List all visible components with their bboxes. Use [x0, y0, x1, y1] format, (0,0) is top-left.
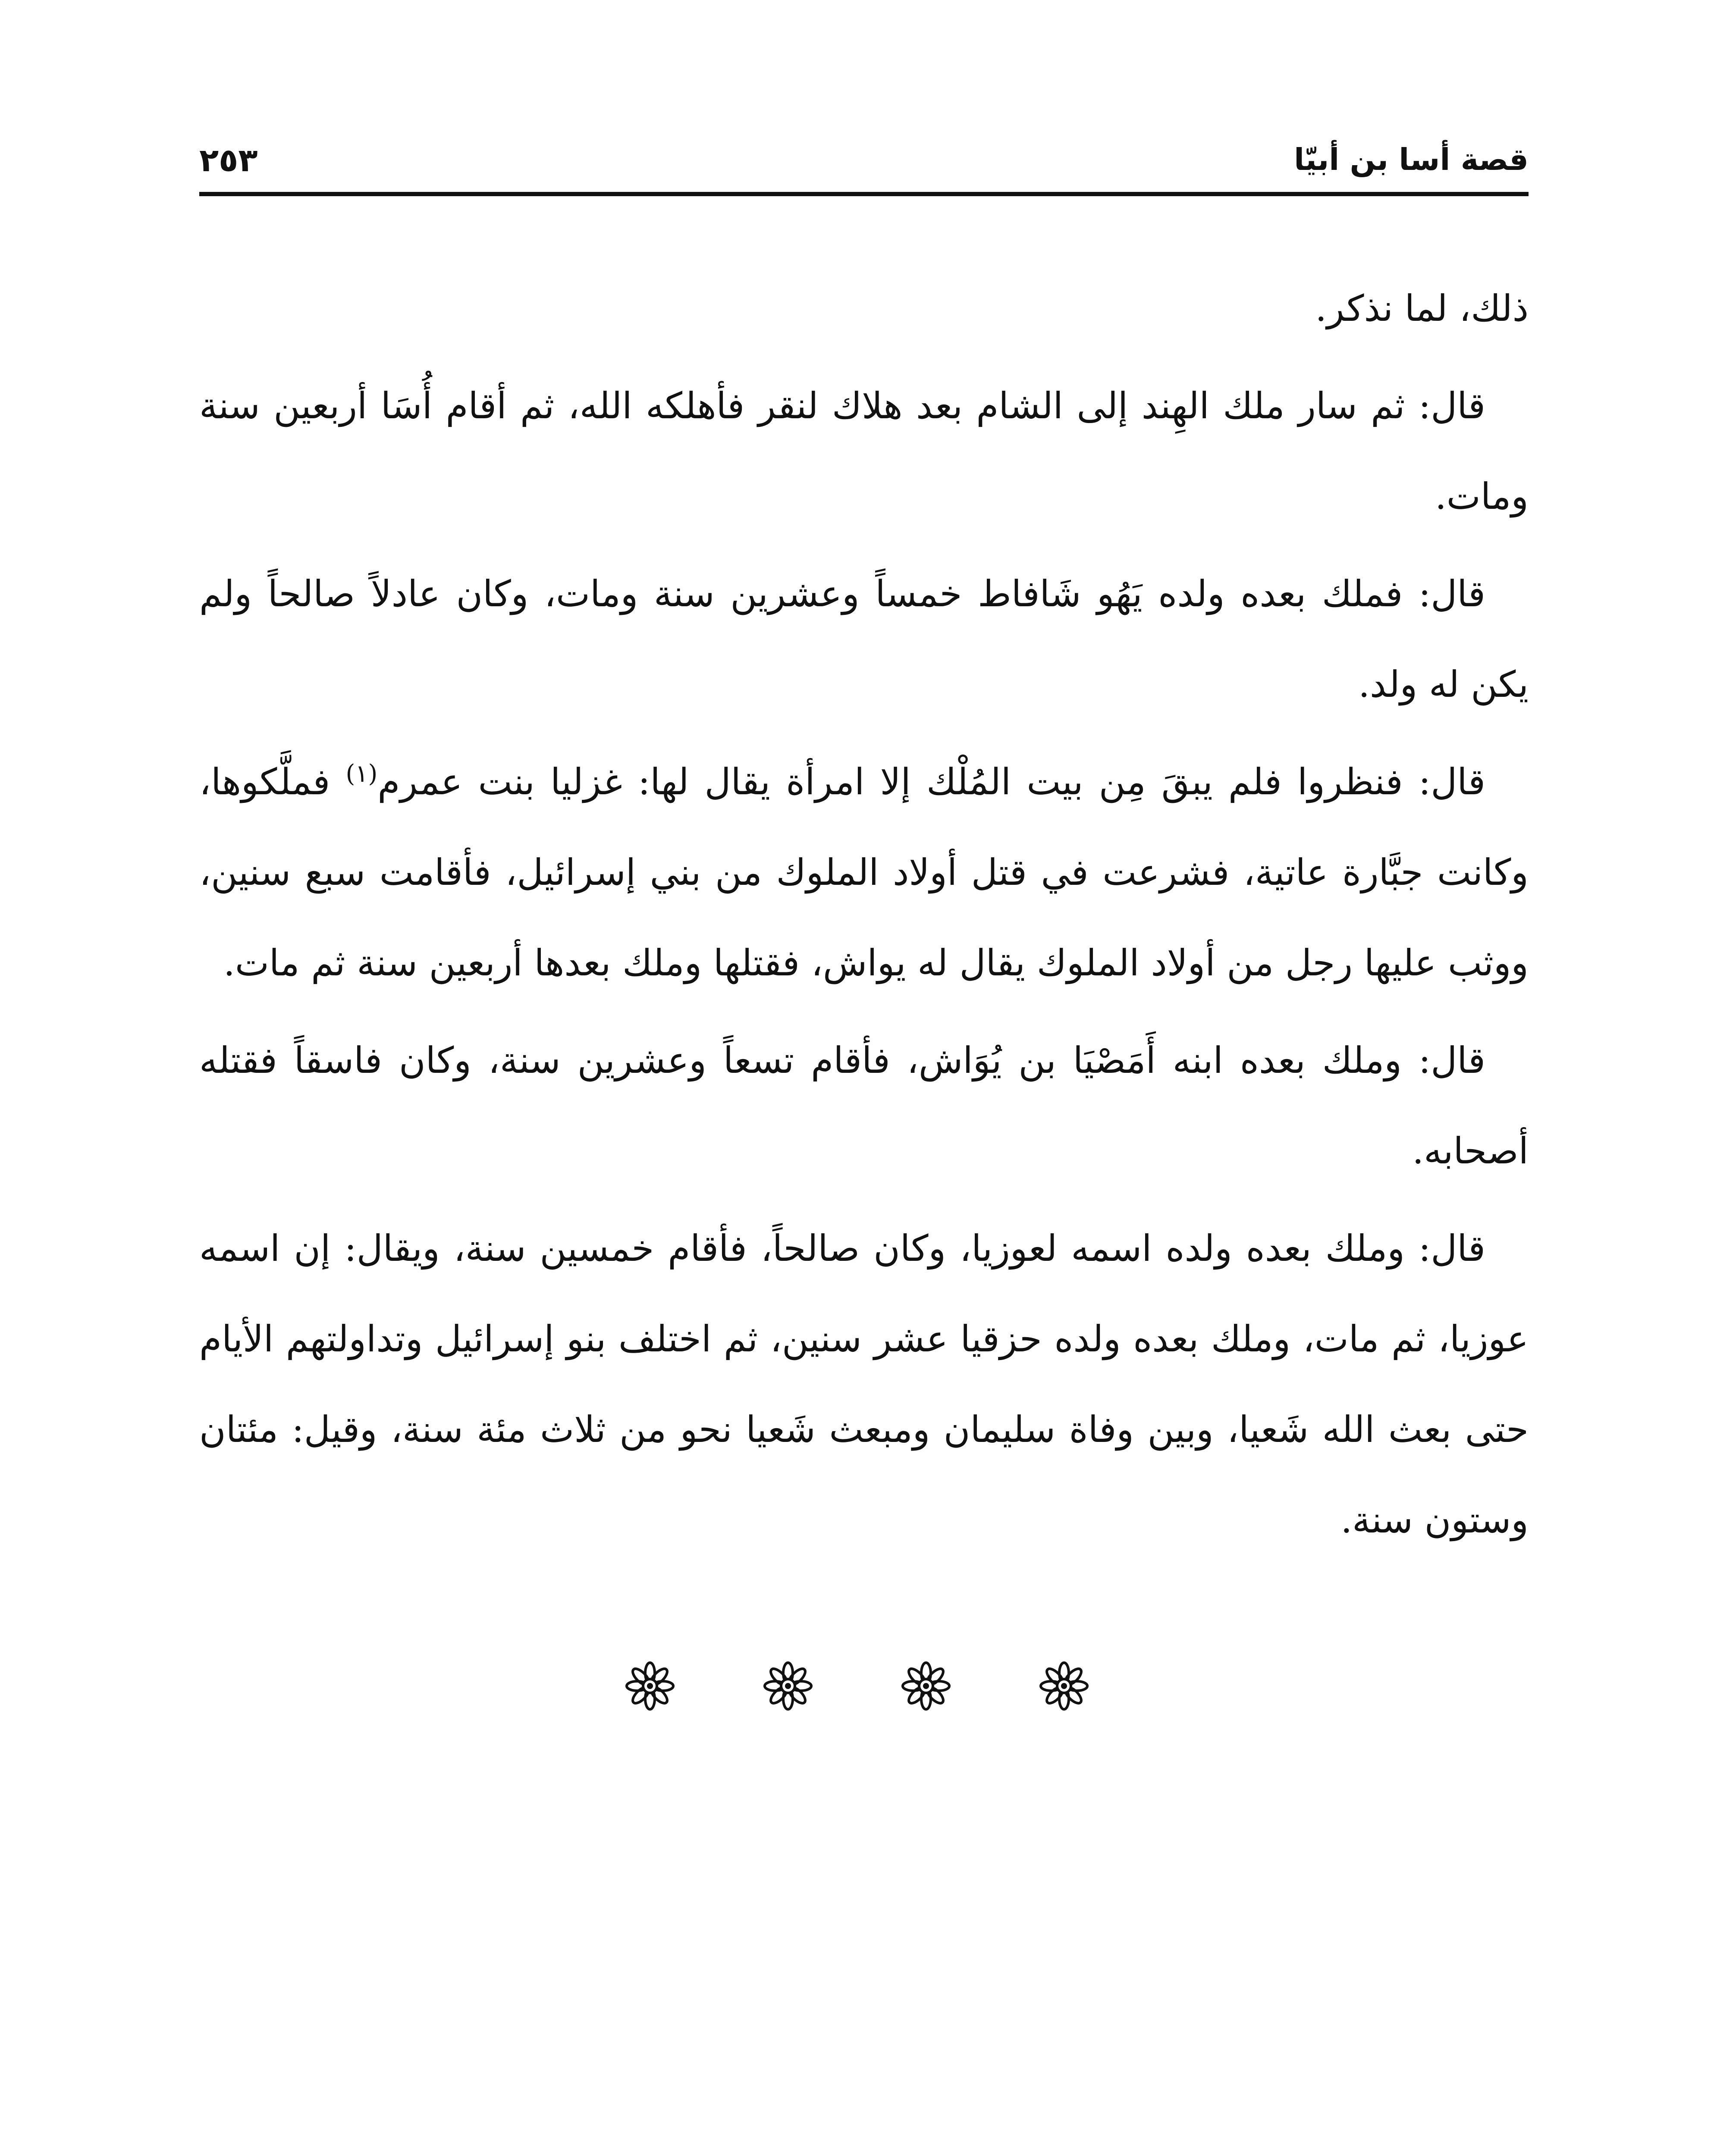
eight-petal-flower-icon	[624, 1660, 676, 1712]
paragraph-2: قال: ثم سار ملك الهِند إلى الشام بعد هلاك لنقر فأهلكه الله، ثم أقام أُسَا أربعين سنة ومات.	[199, 385, 1529, 517]
running-title: قصة أسا بن أبيّا	[1294, 142, 1529, 177]
paragraph-4	[199, 736, 1529, 1008]
paragraph-6: قال: وملك بعده ولده اسمه لعوزيا، وكان صالحاً، فأقام خمسين سنة، ويقال: إن اسمه عوزيا، ثم مات، وملك بعده ولده حزقيا عشر سنين، ثم اختلف بنو إسرائيل وتداولتهم الأيام حتى بعث الله شَعيا، وبين وفاة سليمان ومبعث شَعيا نحو من ثلاث مئة سنة، وقيل: مئتان وستون سنة.	[199, 1227, 1529, 1541]
eight-petal-flower-icon	[1038, 1660, 1090, 1712]
eight-petal-flower-icon	[900, 1660, 952, 1712]
eight-petal-flower-icon	[762, 1660, 814, 1712]
body-text	[199, 263, 1529, 1572]
header-rule	[199, 192, 1529, 196]
paragraph-3: قال: فملك بعده ولده يَهُو شَافاط خمساً وعشرين سنة ومات، وكان عادلاً صالحاً ولم يكن له ولد.	[199, 573, 1529, 705]
page-header	[199, 132, 1529, 196]
section-ornaments	[0, 1660, 1714, 1712]
paragraph-5: قال: وملك بعده ابنه أَمَصْيَا بن يُوَاش، فأقام تسعاً وعشرين سنة، وكان فاسقاً فقتله أصحابه.	[199, 1039, 1529, 1172]
paragraph-1: ذلك، لما نذكر.	[1315, 287, 1529, 329]
paragraph-4-text-after: فملَّكوها، وكانت جبَّارة عاتية، فشرعت في قتل أولاد الملوك من بني إسرائيل، فأقامت سبع سنين، ووثب عليها رجل من أولاد الملوك يقال له يواش، فقتلها وملك بعدها أربعين سنة ثم مات.	[199, 761, 1529, 984]
paragraph-4-text-before: قال: فنظروا فلم يبقَ مِن بيت المُلْك إلا امرأة يقال لها: غزليا بنت عمرم	[377, 761, 1485, 803]
page-number: ٢٥٣	[199, 142, 258, 179]
footnote-marker[interactable]: (١)	[345, 760, 378, 788]
